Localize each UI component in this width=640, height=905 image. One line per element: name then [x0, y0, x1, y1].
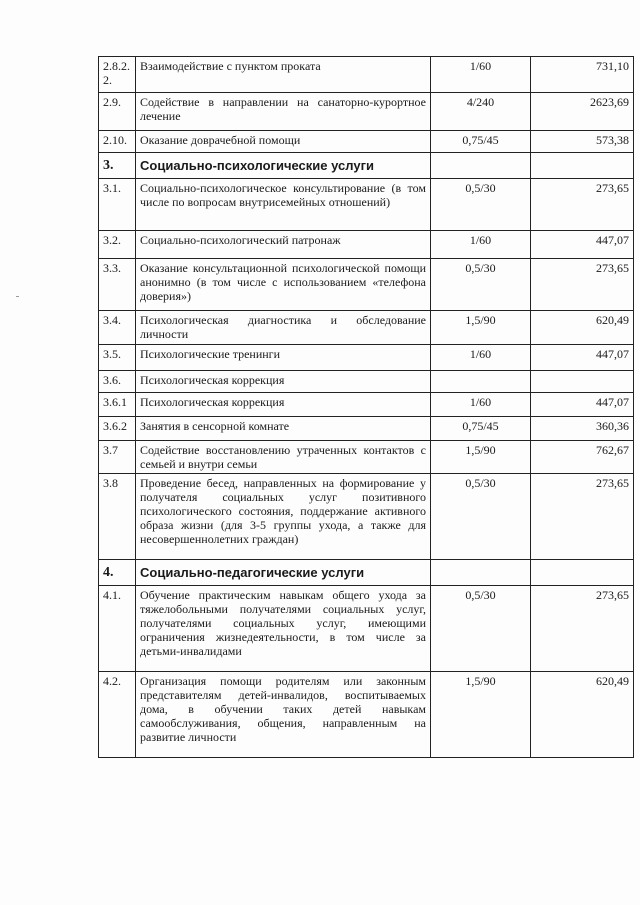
time-norm: 0,5/30 — [431, 179, 531, 231]
row-number: 3.2. — [99, 231, 136, 259]
table-row — [99, 311, 634, 345]
margin-mark — [16, 296, 19, 297]
price: 762,67 — [531, 441, 634, 474]
time-norm: 1/60 — [431, 345, 531, 371]
row-number: 3.4. — [99, 311, 136, 345]
time-norm: 0,5/30 — [431, 586, 531, 672]
table-row — [99, 393, 634, 417]
price: 447,07 — [531, 393, 634, 417]
table-row — [99, 441, 634, 474]
service-name: Оказание доврачебной помощи — [136, 131, 431, 153]
service-name: Обучение практическим навыкам общего ухода за тяжелобольными получателями социальных услуг, получателями социальных услуг, имеющими ограничения жизнедеятельности, в том числе за детьми-инвалидами — [136, 586, 431, 672]
price: 731,10 — [531, 57, 634, 93]
row-number: 3.7 — [99, 441, 136, 474]
section-row — [99, 560, 634, 586]
services-table-body — [99, 57, 634, 758]
price — [531, 371, 634, 393]
service-name: Проведение бесед, направленных на формирование у получателя социальных услуг позитивного психологического состояния, поддержание активного образа жизни (для 3-5 группы ухода, а также для несовершеннолетних граждан) — [136, 474, 431, 560]
table-row — [99, 345, 634, 371]
service-name: Социально-психологический патронаж — [136, 231, 431, 259]
table-row — [99, 259, 634, 311]
row-number: 4.1. — [99, 586, 136, 672]
row-number: 3.8 — [99, 474, 136, 560]
row-number: 2.10. — [99, 131, 136, 153]
price: 447,07 — [531, 231, 634, 259]
table-row — [99, 131, 634, 153]
price: 2623,69 — [531, 93, 634, 131]
price: 360,36 — [531, 417, 634, 441]
section-row — [99, 153, 634, 179]
row-number: 2.9. — [99, 93, 136, 131]
table-row — [99, 371, 634, 393]
empty-cell — [531, 560, 634, 586]
service-name: Содействие в направлении на санаторно-курортное лечение — [136, 93, 431, 131]
row-number: 4. — [99, 560, 136, 586]
price: 273,65 — [531, 474, 634, 560]
table-row — [99, 586, 634, 672]
price: 273,65 — [531, 586, 634, 672]
service-name: Содействие восстановлению утраченных контактов с семьей и внутри семьи — [136, 441, 431, 474]
time-norm: 1/60 — [431, 393, 531, 417]
time-norm: 0,75/45 — [431, 417, 531, 441]
price: 620,49 — [531, 311, 634, 345]
row-number: 4.2. — [99, 672, 136, 758]
time-norm: 0,5/30 — [431, 474, 531, 560]
services-table — [98, 56, 634, 758]
service-name: Организация помощи родителям или законным представителям детей-инвалидов, воспитываемых дома, в обучении таких детей навыкам самообслуживания, общения, направленным на развитие личности — [136, 672, 431, 758]
time-norm: 1/60 — [431, 231, 531, 259]
price: 620,49 — [531, 672, 634, 758]
row-number: 2.8.2. 2. — [99, 57, 136, 93]
time-norm: 0,75/45 — [431, 131, 531, 153]
table-row — [99, 93, 634, 131]
time-norm: 4/240 — [431, 93, 531, 131]
section-title: Социально-педагогические услуги — [136, 560, 431, 586]
table-row — [99, 231, 634, 259]
row-number: 3. — [99, 153, 136, 179]
table-row — [99, 672, 634, 758]
empty-cell — [431, 560, 531, 586]
time-norm: 1/60 — [431, 57, 531, 93]
time-norm: 1,5/90 — [431, 441, 531, 474]
price: 273,65 — [531, 179, 634, 231]
table-row — [99, 179, 634, 231]
service-name: Психологическая коррекция — [136, 371, 431, 393]
row-number: 3.3. — [99, 259, 136, 311]
empty-cell — [431, 153, 531, 179]
row-number: 3.6.1 — [99, 393, 136, 417]
service-name: Психологические тренинги — [136, 345, 431, 371]
service-name: Социально-психологическое консультирование (в том числе по вопросам внутрисемейных отношений) — [136, 179, 431, 231]
service-name: Психологическая коррекция — [136, 393, 431, 417]
time-norm: 1,5/90 — [431, 311, 531, 345]
table-row — [99, 417, 634, 441]
row-number: 3.1. — [99, 179, 136, 231]
time-norm — [431, 371, 531, 393]
time-norm: 1,5/90 — [431, 672, 531, 758]
service-name: Психологическая диагностика и обследование личности — [136, 311, 431, 345]
service-name: Оказание консультационной психологической помощи анонимно (в том числе с использованием «телефона доверия») — [136, 259, 431, 311]
time-norm: 0,5/30 — [431, 259, 531, 311]
row-number: 3.6. — [99, 371, 136, 393]
table-row — [99, 57, 634, 93]
price: 447,07 — [531, 345, 634, 371]
row-number: 3.6.2 — [99, 417, 136, 441]
empty-cell — [531, 153, 634, 179]
table-row — [99, 474, 634, 560]
row-number: 3.5. — [99, 345, 136, 371]
service-name: Занятия в сенсорной комнате — [136, 417, 431, 441]
price: 273,65 — [531, 259, 634, 311]
price: 573,38 — [531, 131, 634, 153]
service-name: Взаимодействие с пунктом проката — [136, 57, 431, 93]
section-title: Социально-психологические услуги — [136, 153, 431, 179]
